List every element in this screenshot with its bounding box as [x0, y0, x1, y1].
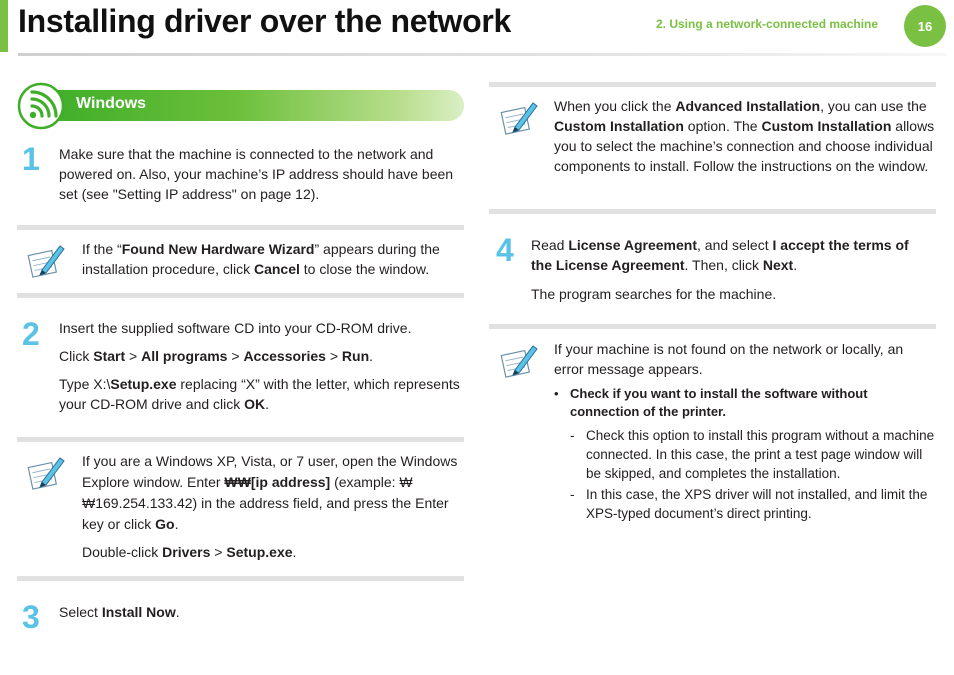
note-3-text: When you click the Advanced Installation, you can use the Custom Installation option. The Custom Installation allows you to select the machine’s connection and choose individual components to install. Follow the instructions on the window. [554, 98, 935, 174]
note-pencil-icon [497, 340, 541, 380]
note-box-4-top [489, 324, 936, 338]
step-4-text: Read License Agreement, and select I accept the terms of the License Agreement. Then, click Next. The program searches for the machine. [531, 237, 909, 302]
header-divider [18, 53, 946, 56]
step-number-1: 1 [22, 141, 40, 177]
step-1-paragraph: Make sure that the machine is connected to the network and powered on. Also, your machine’s IP address should have been set (see "Setting IP address" on page 12). [59, 146, 454, 202]
step-number-2: 2 [22, 316, 40, 352]
note-1-text: If the “Found New Hardware Wizard” appears during the installation procedure, click Cancel to close the window. [82, 241, 440, 277]
note-4-bullet: • Check if you want to install the software without connection of the printer. [554, 386, 868, 419]
step-number-3: 3 [22, 599, 40, 635]
note-2-text: If you are a Windows XP, Vista, or 7 user, open the Windows Explore window. Enter ₩₩[ip address] (example: ₩₩169.254.133.42) in the address field, and press the Enter key or click Go. Double-click Drivers > Setup.exe. [82, 453, 458, 560]
step-3-text: Select Install Now. [59, 604, 180, 620]
step-1-text [59, 144, 467, 204]
note-pencil-icon [497, 97, 541, 137]
step-2-text: Insert the supplied software CD into your CD-ROM drive. Click Start > All programs > Accessories > Run. Type X:\Setup.exe replacing “X” with the letter, which represents your CD-ROM drive and click OK. [59, 320, 460, 412]
page-number-badge: 16 [904, 5, 946, 47]
header-accent-bar [0, 0, 8, 52]
wifi-icon [17, 82, 65, 130]
breadcrumb[interactable]: 2. Using a network-connected machine [656, 17, 879, 31]
note-pencil-icon [24, 452, 68, 492]
note-pencil-icon [24, 240, 68, 280]
note-4-intro: If your machine is not found on the network or locally, an error message appears. [554, 341, 904, 377]
section-title: Windows [76, 95, 147, 112]
step-number-4: 4 [496, 232, 514, 268]
note-4-dash-1: - Check this option to install this program without a machine connected. In this case, the print a test page window will be skipped, and completes the installation. [570, 428, 935, 481]
page-title: Installing driver over the network [18, 3, 512, 39]
note-4-dash-2: - In this case, the XPS driver will not installed, and limit the XPS-typed document’s direct printing. [570, 487, 928, 521]
